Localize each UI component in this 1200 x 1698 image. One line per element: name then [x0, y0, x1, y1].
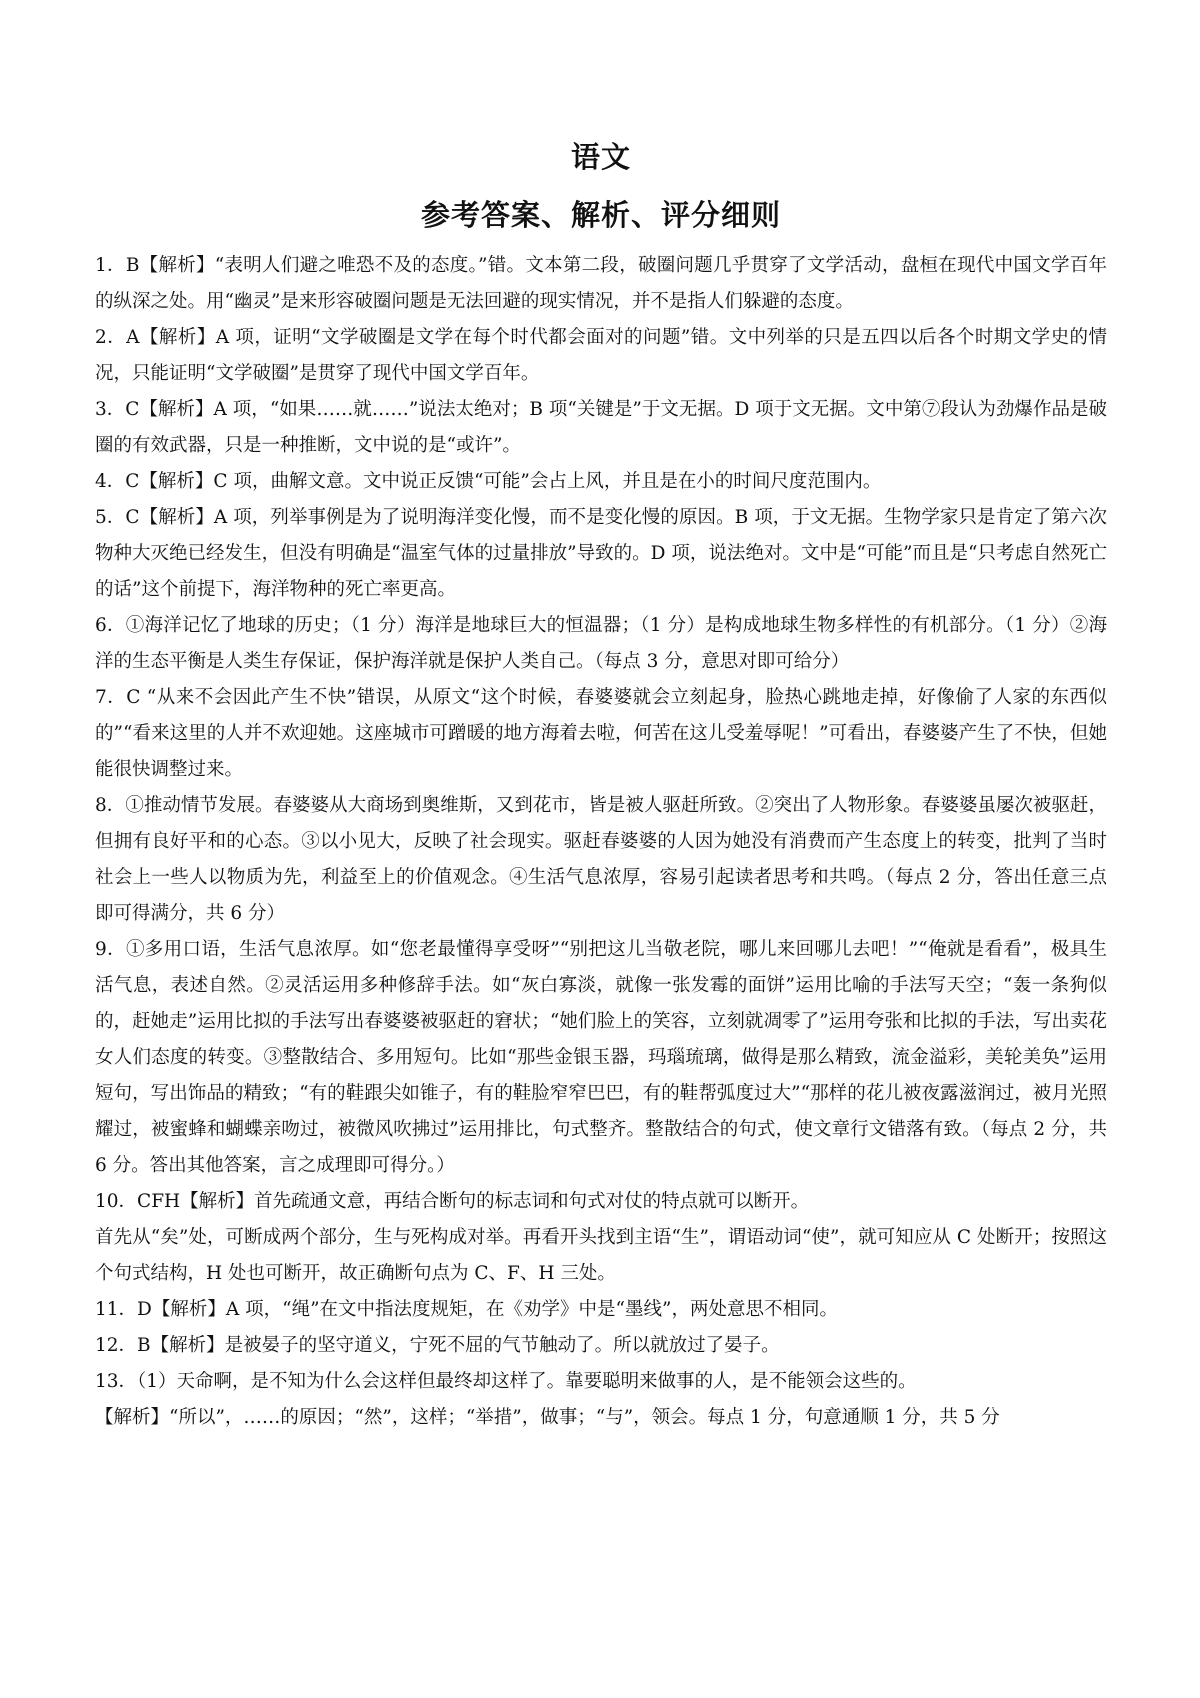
answer-13-explanation: 【解析】“所以”，……的原因；“然”，这样；“举措”，做事；“与”，领会。每点 1 分，句意通顺 1 分，共 5 分: [95, 1407, 1000, 1428]
answer-11: 11．D【解析】A 项，“绳”在文中指法度规矩，在《劝学》中是“墨线”，两处意思不相同。: [95, 1299, 838, 1320]
page-subtitle: 参考答案、解析、评分细则: [420, 198, 781, 232]
answer-1: 1．B【解析】“表明人们避之唯恐不及的态度。”错。文本第二段，破圈问题几乎贯穿了文学活动，盘桓在现代中国文学百年的纵深之处。用“幽灵”是来形容破圈问题是无法回避的现实情况，并不是指人们躲避的态度。: [95, 255, 1107, 312]
answer-2: 2．A【解析】A 项，证明“文学破圈是文学在每个时代都会面对的问题”错。文中列举的只是五四以后各个时期文学史的情况，只能证明“文学破圈”是贯穿了现代中国文学百年。: [95, 327, 1107, 384]
answer-10: 10．CFH【解析】首先疏通文意，再结合断句的标志词和句式对仗的特点就可以断开。: [95, 1191, 810, 1212]
answer-5: 5．C【解析】A 项，列举事例是为了说明海洋变化慢，而不是变化慢的原因。B 项，于文无据。生物学家只是肯定了第六次物种大灭绝已经发生，但没有明确是“温室气体的过量排放”导致的。D 项，说法绝对。文中是“可能”而且是“只考虑自然死亡的话”这个前提下，海洋物种的死亡率更高。: [95, 507, 1107, 600]
answer-6: 6．①海洋记忆了地球的历史；（1 分）海洋是地球巨大的恒温器；（1 分）是构成地球生物多样性的有机部分。（1 分）②海洋的生态平衡是人类生存保证，保护海洋就是保护人类自己。（每点 3 分，意思对即可给分）: [95, 615, 1107, 672]
answer-12: 12．B【解析】是被晏子的坚守道义，宁死不屈的气节触动了。所以就放过了晏子。: [95, 1335, 780, 1356]
answer-4: 4．C【解析】C 项，曲解文意。文中说正反馈“可能”会占上风，并且是在小的时间尺度范围内。: [95, 471, 882, 492]
answer-7: 7．C “从来不会因此产生不快”错误，从原文“这个时候，春婆婆就会立刻起身，脸热心跳地走掉，好像偷了人家的东西似的”“看来这里的人并不欢迎她。这座城市可蹭暖的地方海着去啦，何苦在这儿受羞辱呢！”可看出，春婆婆产生了不快，但她能很快调整过来。: [95, 687, 1107, 780]
answer-10-explanation: 首先从“矣”处，可断成两个部分，生与死构成对举。再看开头找到主语“生”，谓语动词“使”，就可知应从 C 处断开；按照这个句式结构，H 处也可断开，故正确断句点为 C、F、H 三处。: [95, 1227, 1107, 1284]
answer-8: 8．①推动情节发展。春婆婆从大商场到奥维斯，又到花市，皆是被人驱赶所致。②突出了人物形象。春婆婆虽屡次被驱赶，但拥有良好平和的心态。③以小见大，反映了社会现实。驱赶春婆婆的人因为她没有消费而产生态度上的转变，批判了当时社会上一些人以物质为先，利益至上的价值观念。④生活气息浓厚，容易引起读者思考和共鸣。（每点 2 分，答出任意三点即可得满分，共 6 分）: [95, 795, 1107, 924]
page-title: 语文: [570, 140, 631, 174]
answer-13: 13．（1）天命啊，是不知为什么会这样但最终却这样了。靠要聪明来做事的人，是不能领会这些的。: [95, 1371, 917, 1392]
answer-9: 9．①多用口语，生活气息浓厚。如“您老最懂得享受呀”“别把这儿当敬老院，哪儿来回哪儿去吧！”“俺就是看看”，极具生活气息，表述自然。②灵活运用多种修辞手法。如“灰白寡淡，就像一张发霉的面饼”运用比喻的手法写天空；“轰一条狗似的，赶她走”运用比拟的手法写出春婆婆被驱赶的窘状；“她们脸上的笑容，立刻就凋零了”运用夸张和比拟的手法，写出卖花女人们态度的转变。③整散结合、多用短句。比如“那些金银玉器，玛瑙琉璃，做得是那么精致，流金溢彩，美轮美奂”运用短句，写出饰品的精致；“有的鞋跟尖如锥子，有的鞋脸窄窄巴巴，有的鞋帮弧度过大”“那样的花儿被夜露滋润过，被月光照耀过，被蜜蜂和蝴蝶亲吻过，被微风吹拂过”运用排比，句式整齐。整散结合的句式，使文章行文错落有致。（每点 2 分，共 6 分。答出其他答案，言之成理即可得分。）: [95, 939, 1107, 1176]
answer-key-page: [95, 138, 1107, 1436]
answer-3: 3．C【解析】A 项，“如果……就……”说法太绝对；B 项“关键是”于文无据。D 项于文无据。文中第⑦段认为劲爆作品是破圈的有效武器，只是一种推断，文中说的是“或许”。: [95, 399, 1107, 456]
